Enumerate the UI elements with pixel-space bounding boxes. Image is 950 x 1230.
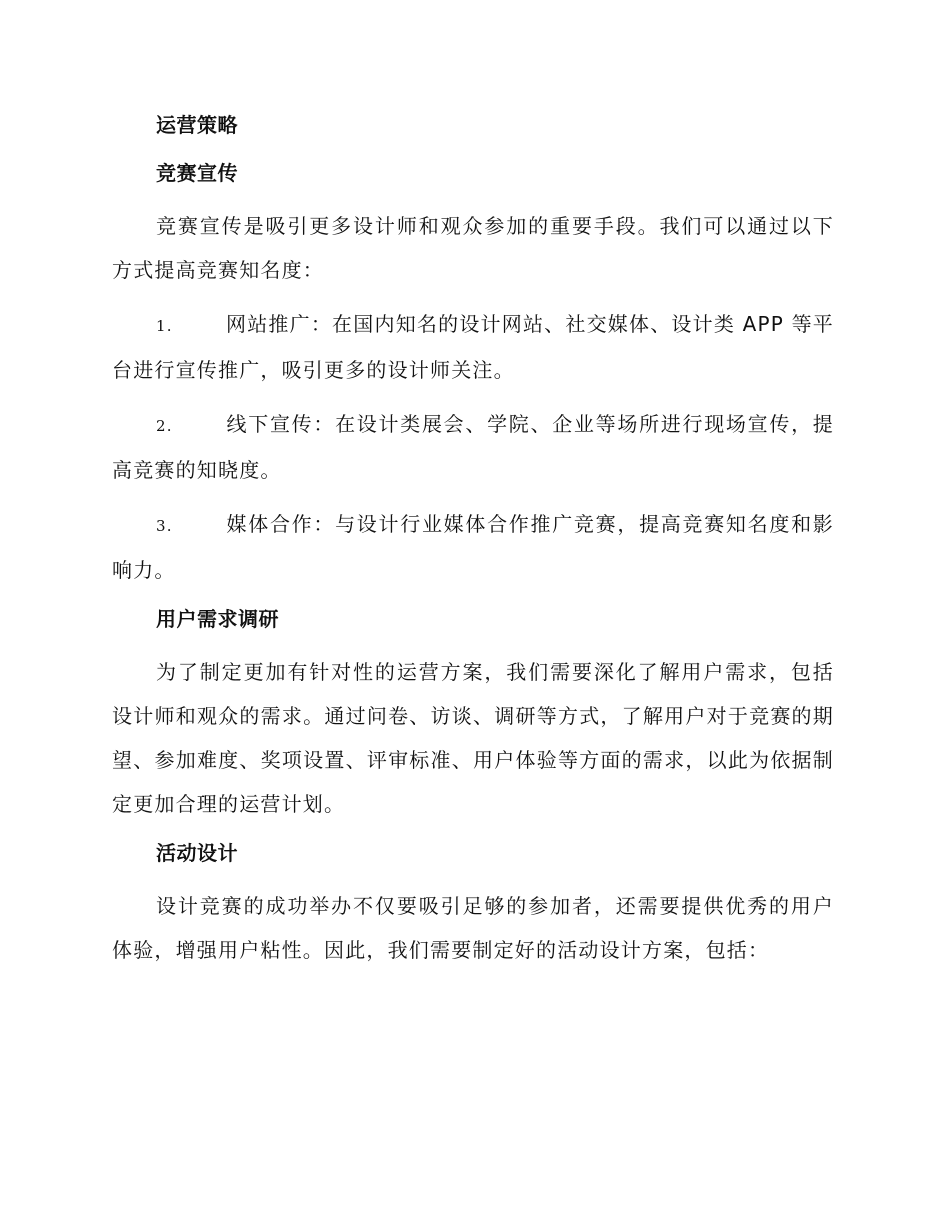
- list-item-number: 1.: [156, 317, 173, 335]
- section-heading-user-research: 用户需求调研: [156, 607, 279, 631]
- list-item-number: 2.: [156, 417, 173, 435]
- paragraph-activity-design: 设计竞赛的成功举办不仅要吸引足够的参加者，还需要提供优秀的用户体验，增强用户粘性。因此，我们需要制定好的活动设计方案，包括：: [112, 894, 834, 962]
- list-item-text: 线下宣传：在设计类展会、学院、企业等场所进行现场宣传，提高竞赛的知晓度。: [112, 412, 834, 482]
- list-item: [112, 502, 834, 592]
- section-heading-activity-design: 活动设计: [156, 841, 238, 865]
- paragraph-user-research: 为了制定更加有针对性的运营方案，我们需要深化了解用户需求，包括设计师和观众的需求。通过问卷、访谈、调研等方式，了解用户对于竞赛的期望、参加难度、奖项设置、评审标准、用户体验等方面的需求，以此为依据制定更加合理的运营计划。: [112, 660, 834, 816]
- list-item: [112, 402, 834, 492]
- section-heading-promotion: 竞赛宣传: [156, 161, 238, 185]
- paragraph-promotion-intro: 竞赛宣传是吸引更多设计师和观众参加的重要手段。我们可以通过以下方式提高竞赛知名度：: [112, 214, 834, 282]
- list-item-text: 网站推广：在国内知名的设计网站、社交媒体、设计类 APP 等平台进行宣传推广，吸引更多的设计师关注。: [112, 312, 834, 382]
- document-content: [112, 108, 834, 972]
- list-item: [112, 302, 834, 392]
- list-item-number: 3.: [156, 517, 173, 535]
- main-heading: 运营策略: [156, 113, 238, 137]
- list-item-text: 媒体合作：与设计行业媒体合作推广竞赛，提高竞赛知名度和影响力。: [112, 512, 834, 582]
